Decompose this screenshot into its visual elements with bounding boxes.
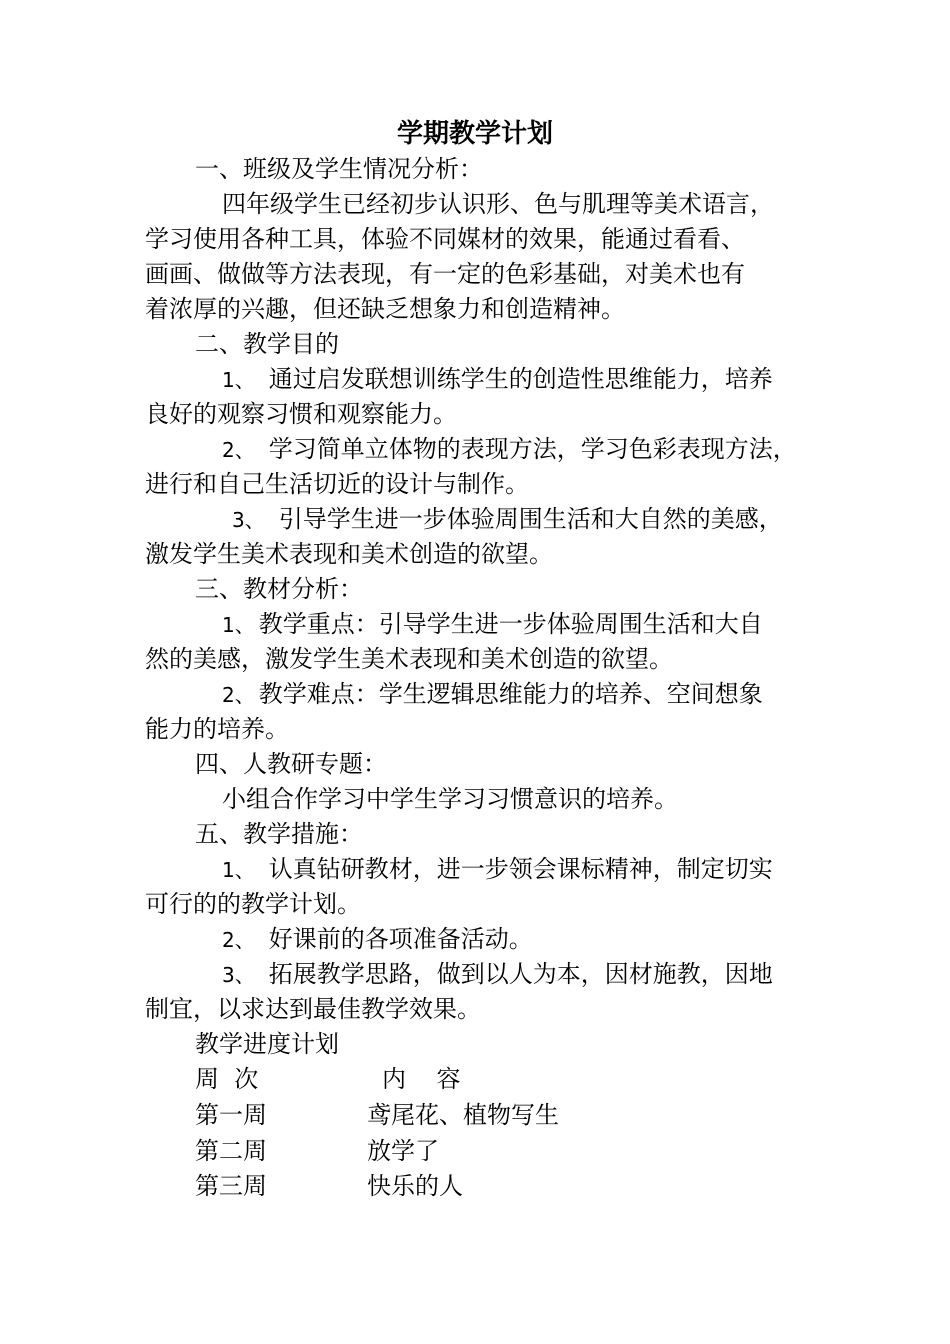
item-number: 1、 [222,858,255,882]
week-cell: 第三周 [195,1172,267,1200]
week-cell: 第一周 [195,1101,267,1129]
section3-item-2-cont: 能力的培养。 [145,715,289,743]
item-text: 教学重点：引导学生进一步体验周围生活和大自 [258,610,763,638]
content-cell: 放学了 [367,1137,439,1165]
item-number: 2、 [222,683,255,707]
section4-heading: 四、人教研专题： [195,750,387,778]
section2-item-1-cont: 良好的观察习惯和观察能力。 [145,400,457,428]
table-row [0,1098,950,1133]
item-text: 拓展教学思路，做到以人为本，因材施教，因地 [268,960,773,988]
section5-item-3-cont: 制宜，以求达到最佳教学效果。 [145,995,481,1023]
section1-heading: 一、班级及学生情况分析： [195,155,483,183]
section1-para-line: 学习使用各种工具，体验不同媒材的效果，能通过看看、 [145,225,745,253]
item-text: 好课前的各项准备活动。 [268,925,533,953]
item-text: 教学难点：学生逻辑思维能力的培养、空间想象 [258,680,763,708]
section5-item-1-cont: 可行的的教学计划。 [145,890,361,918]
week-cell: 第二周 [195,1137,267,1165]
section5-item-3 [222,957,773,992]
document-title: 学期教学计划 [396,119,553,149]
item-number: 3、 [222,963,255,987]
section1-para-line: 着浓厚的兴趣，但还缺乏想象力和创造精神。 [145,295,625,323]
item-number: 1、 [222,613,255,637]
item-number: 1、 [222,368,255,392]
section1-para-line: 画画、做做等方法表现，有一定的色彩基础，对美术也有 [145,260,745,288]
section3-item-1-cont: 然的美感，激发学生美术表现和美术创造的欲望。 [145,645,673,673]
schedule-heading: 教学进度计划 [195,1030,339,1058]
section3-item-2 [222,677,763,712]
item-text: 认真钻研教材，进一步领会课标精神，制定切实 [268,855,773,883]
table-row [0,1134,950,1169]
item-text: 学习简单立体物的表现方法，学习色彩表现方法， [268,435,797,463]
content-cell: 快乐的人 [367,1172,463,1200]
section3-item-1 [222,607,763,642]
col-week-header: 周 次 [195,1065,259,1093]
section2-heading: 二、教学目的 [195,330,339,358]
section2-item-1 [222,362,773,397]
col-content-header: 内 容 [382,1065,461,1093]
section2-item-3-cont: 激发学生美术表现和美术创造的欲望。 [145,540,553,568]
section4-text: 小组合作学习中学生学习习惯意识的培养。 [222,785,678,813]
section1-para-line: 四年级学生已经初步认识形、色与肌理等美术语言， [222,190,774,218]
section5-item-2 [222,922,533,957]
section2-item-2-cont: 进行和自己生活切近的设计与制作。 [145,470,529,498]
item-number: 2、 [222,928,255,952]
section2-item-2 [222,432,797,467]
item-number: 3、 [232,508,265,532]
item-text: 引导学生进一步体验周围生活和大自然的美感， [278,505,783,533]
schedule-header-row [0,1062,950,1097]
table-row [0,1169,950,1204]
item-text: 通过启发联想训练学生的创造性思维能力，培养 [268,365,773,393]
section3-heading: 三、教材分析： [195,575,363,603]
content-cell: 鸢尾花、植物写生 [367,1101,559,1129]
section5-heading: 五、教学措施： [195,820,363,848]
item-number: 2、 [222,438,255,462]
section2-item-3 [232,502,783,537]
section5-item-1 [222,852,773,887]
